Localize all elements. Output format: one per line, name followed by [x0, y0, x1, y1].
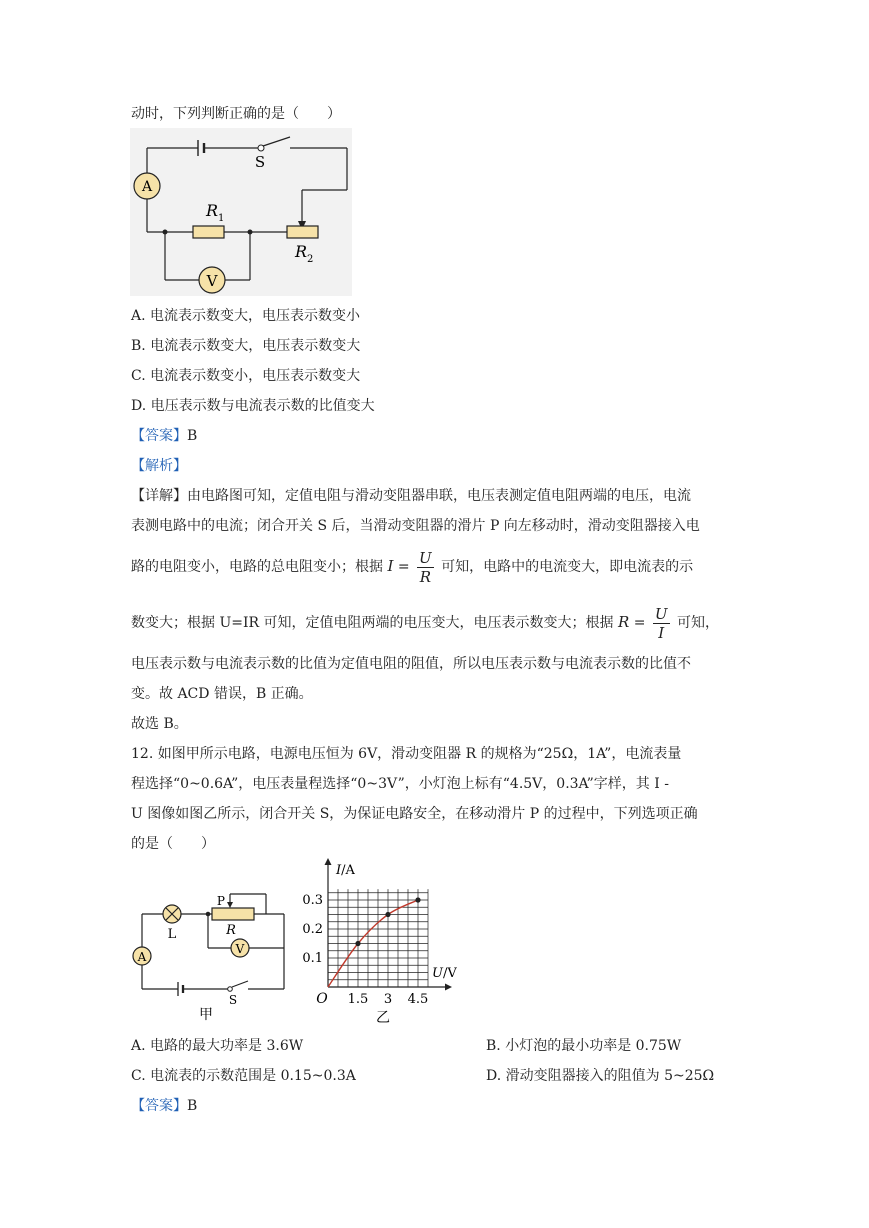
switch-blade: [232, 981, 248, 987]
detail-text: 由电路图可知，定值电阻与滑动变阻器串联，电压表测定值电阻两端的电压，电流: [187, 488, 691, 504]
lamp-label: L: [167, 927, 177, 942]
x-axis-arrow: [445, 984, 452, 991]
data-point: [385, 912, 390, 917]
q12-stem-line-1: 12. 如图甲所示电路，电源电压恒为 6V，滑动变阻器 R 的规格为“25Ω，1A”，电流表量: [131, 746, 682, 762]
rheostat-label: R: [226, 923, 236, 938]
q11-detail-line-5: 电压表示数与电流表示数的比值为定值电阻的阻值，所以电压表示数与电流表示数的比值不: [131, 656, 691, 672]
x-tick-label: 4.5: [407, 992, 429, 1007]
q12-option-d: D. 滑动变阻器接入的阻值为 5~25Ω: [486, 1068, 715, 1084]
fraction-denominator: R: [419, 567, 431, 586]
q11-option-c: C. 电流表示数变小，电压表示数变大: [131, 368, 361, 384]
detail-text: 可知，: [672, 615, 719, 631]
figure-caption-jia: 甲: [199, 1007, 213, 1023]
q12-option-b: B. 小灯泡的最小功率是 0.75W: [486, 1038, 682, 1054]
q11-detail-line-3: [131, 546, 693, 587]
formula-eq: =: [393, 559, 415, 575]
voltmeter-label: V: [206, 272, 218, 290]
q12-circuit-diagram: [128, 890, 293, 1025]
detail-text: 数变大；根据 U=IR 可知，定值电阻两端的电压变大，电压表示数变大；根据: [131, 615, 618, 631]
r1-label: R: [206, 201, 219, 220]
x-axis-label: [432, 966, 457, 981]
q11-conclusion: 故选 B。: [131, 716, 188, 732]
detail-text: 可知，电路中的电流变大，即电流表的示: [436, 559, 694, 575]
slider-label: P: [216, 894, 225, 908]
x-tick-label: 1.5: [347, 992, 369, 1007]
q11-analysis-tag: [131, 456, 187, 476]
x-axis-label-unit: /V: [442, 966, 457, 981]
formula-fraction: [653, 605, 670, 642]
fraction-denominator: I: [658, 623, 665, 642]
fraction-numerator: U: [654, 604, 668, 623]
detail-tag: 【详解】: [131, 488, 187, 504]
q11-answer: [131, 426, 197, 446]
q11-detail-line-2: 表测电路中的电流；闭合开关 S 后，当滑动变阻器的滑片 P 向左移动时，滑动变阻器接入电: [131, 518, 700, 534]
y-tick-label: 0.1: [302, 951, 323, 966]
y-tick-label: 0.2: [302, 922, 323, 937]
q11-stem-tail: 动时，下列判断正确的是（ ）: [131, 106, 341, 122]
voltmeter-label: V: [235, 942, 245, 956]
y-tick-label: 0.3: [302, 893, 323, 908]
q12-stem-line-4: 的是（ ）: [131, 836, 215, 852]
x-tick-label: 3: [383, 992, 393, 1007]
formula-lhs: R: [617, 613, 630, 631]
x-axis-label-var: U: [432, 966, 443, 981]
answer-tag: 【答案】: [131, 1098, 187, 1114]
ammeter-label: A: [137, 950, 147, 964]
formula-lhs: I: [387, 557, 394, 575]
answer-value: B: [187, 1098, 198, 1114]
chart-grid: [328, 889, 428, 987]
q11-detail-line-1: [131, 486, 691, 506]
data-point: [355, 941, 360, 946]
figure-caption-yi: 乙: [376, 1010, 390, 1026]
answer-tag: 【答案】: [131, 428, 187, 444]
y-axis-arrow: [325, 858, 332, 865]
slider-arrow: [227, 902, 233, 908]
switch-label: S: [228, 993, 238, 1007]
rheostat-R: [212, 908, 254, 920]
q11-option-a: A. 电流表示数变大，电压表示数变小: [131, 308, 361, 324]
detail-text: 路的电阻变小，电路的总电阻变小；根据: [131, 559, 388, 575]
q12-option-a: A. 电路的最大功率是 3.6W: [131, 1038, 304, 1054]
y-axis-label-unit: /A: [341, 863, 355, 878]
q12-answer: [131, 1096, 197, 1116]
r2-label: R: [295, 242, 308, 261]
resistor-R1: [193, 226, 224, 238]
switch-label: S: [254, 153, 266, 171]
q12-stem-line-3: U 图像如图乙所示，闭合开关 S，为保证电路安全，在移动滑片 P 的过程中，下列选项正确: [131, 806, 698, 822]
q12-iu-graph: [300, 852, 470, 1027]
y-axis-label-var: I: [336, 863, 342, 878]
resistor-R2: [287, 226, 318, 238]
r2-subscript: 2: [307, 254, 314, 265]
formula-fraction: [417, 549, 434, 586]
q11-circuit-diagram: [130, 128, 352, 296]
chart-labels: [302, 863, 457, 1026]
answer-value: B: [187, 428, 198, 444]
analysis-tag: 【解析】: [131, 458, 187, 474]
q11-option-b: B. 电流表示数变大，电压表示数变大: [131, 338, 361, 354]
y-axis-label: [335, 863, 356, 878]
chart-series: [328, 897, 421, 987]
q12-option-c: C. 电流表的示数范围是 0.15~0.3A: [131, 1068, 356, 1084]
r1-subscript: 1: [218, 213, 225, 224]
origin-label: O: [316, 991, 328, 1007]
q11-detail-line-4: [131, 602, 719, 643]
switch-pivot: [228, 987, 233, 992]
data-point: [415, 897, 420, 902]
fraction-numerator: U: [419, 548, 432, 567]
q12-stem-line-2: 程选择“0~0.6A”，电压表量程选择“0~3V”，小灯泡上标有“4.5V，0.3A”字样，其 I -: [131, 776, 669, 792]
formula-eq: =: [629, 615, 650, 631]
q11-option-d: D. 电压表示数与电流表示数的比值变大: [131, 398, 375, 414]
ammeter-label: A: [141, 179, 153, 195]
q11-detail-line-6: 变。故 ACD 错误，B 正确。: [131, 686, 313, 702]
